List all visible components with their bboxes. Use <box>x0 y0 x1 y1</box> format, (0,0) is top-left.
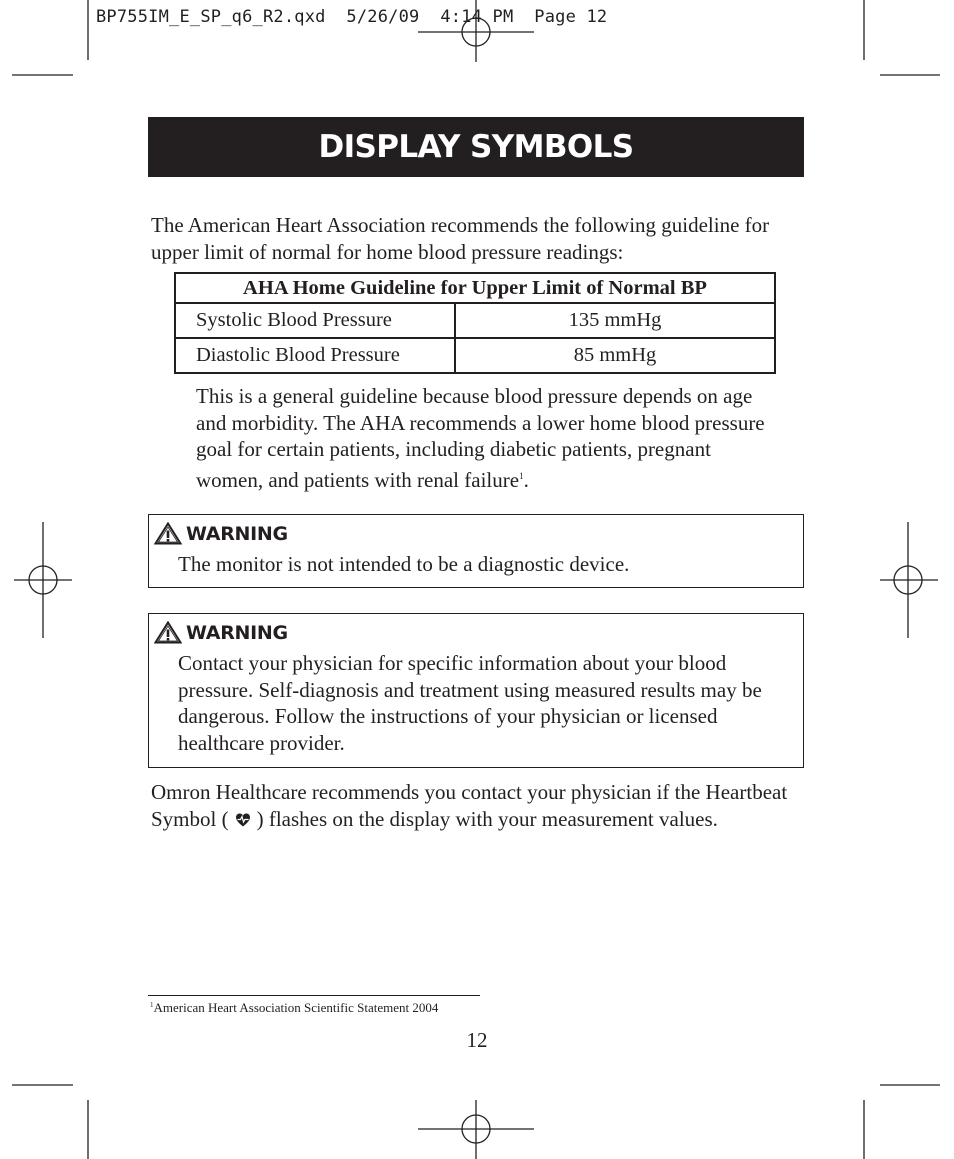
footnote-text: American Heart Association Scientific Statement 2004 <box>153 1000 439 1015</box>
closing-paragraph <box>151 779 801 834</box>
guideline-note-end: . <box>523 467 529 492</box>
warning-triangle-icon <box>154 522 182 545</box>
warning-label: WARNING <box>186 621 288 644</box>
warning-text: Contact your physician for specific information about your blood pressure. Self-diagnosis and treatment using measured results may be dangerous. Follow the instructions of your physician or licensed healthcare provider. <box>178 651 762 755</box>
warning-heading <box>154 621 288 644</box>
systolic-label: Systolic Blood Pressure <box>175 303 455 338</box>
warning-text: The monitor is not intended to be a diagnostic device. <box>178 552 630 576</box>
guideline-note <box>196 383 776 493</box>
table-row <box>175 338 775 373</box>
footnote-ref: 1 <box>519 470 524 481</box>
file-slug: BP755IM_E_SP_q6_R2.qxd 5/26/09 4:14 PM Page 12 <box>96 7 608 27</box>
table-header-row <box>175 273 775 303</box>
diastolic-value: 85 mmHg <box>455 338 775 373</box>
table-header: AHA Home Guideline for Upper Limit of Normal BP <box>175 273 775 303</box>
systolic-value: 135 mmHg <box>455 303 775 338</box>
aha-guideline-table <box>174 272 776 374</box>
warning-label: WARNING <box>186 522 288 545</box>
closing-text-before: Omron Healthcare recommends you contact your physician if the Heartbeat Symbol ( <box>151 780 788 831</box>
table-row <box>175 303 775 338</box>
page-number: 12 <box>466 1028 488 1052</box>
guideline-note-text: This is a general guideline because blood pressure depends on age and morbidity. The AHA recommends a lower home blood pressure goal for certain patients, including diabetic patients, pregnant women, and patients with renal failure <box>196 384 765 492</box>
footnote-divider <box>148 995 480 996</box>
closing-text-after: ) flashes on the display with your measurement values. <box>256 806 718 831</box>
heartbeat-symbol-icon <box>235 808 251 835</box>
warning-heading <box>154 522 288 545</box>
diastolic-label: Diastolic Blood Pressure <box>175 338 455 373</box>
section-title-bar <box>148 117 804 177</box>
intro-paragraph: The American Heart Association recommends the following guideline for upper limit of normal for home blood pressure readings: <box>151 213 770 264</box>
footnote <box>150 1000 438 1016</box>
page-title: DISPLAY SYMBOLS <box>318 129 634 165</box>
footnote-marker: 1 <box>150 1001 154 1009</box>
warning-box-diagnostic <box>148 514 804 588</box>
warning-triangle-icon <box>154 621 182 644</box>
warning-box-physician <box>148 613 804 768</box>
